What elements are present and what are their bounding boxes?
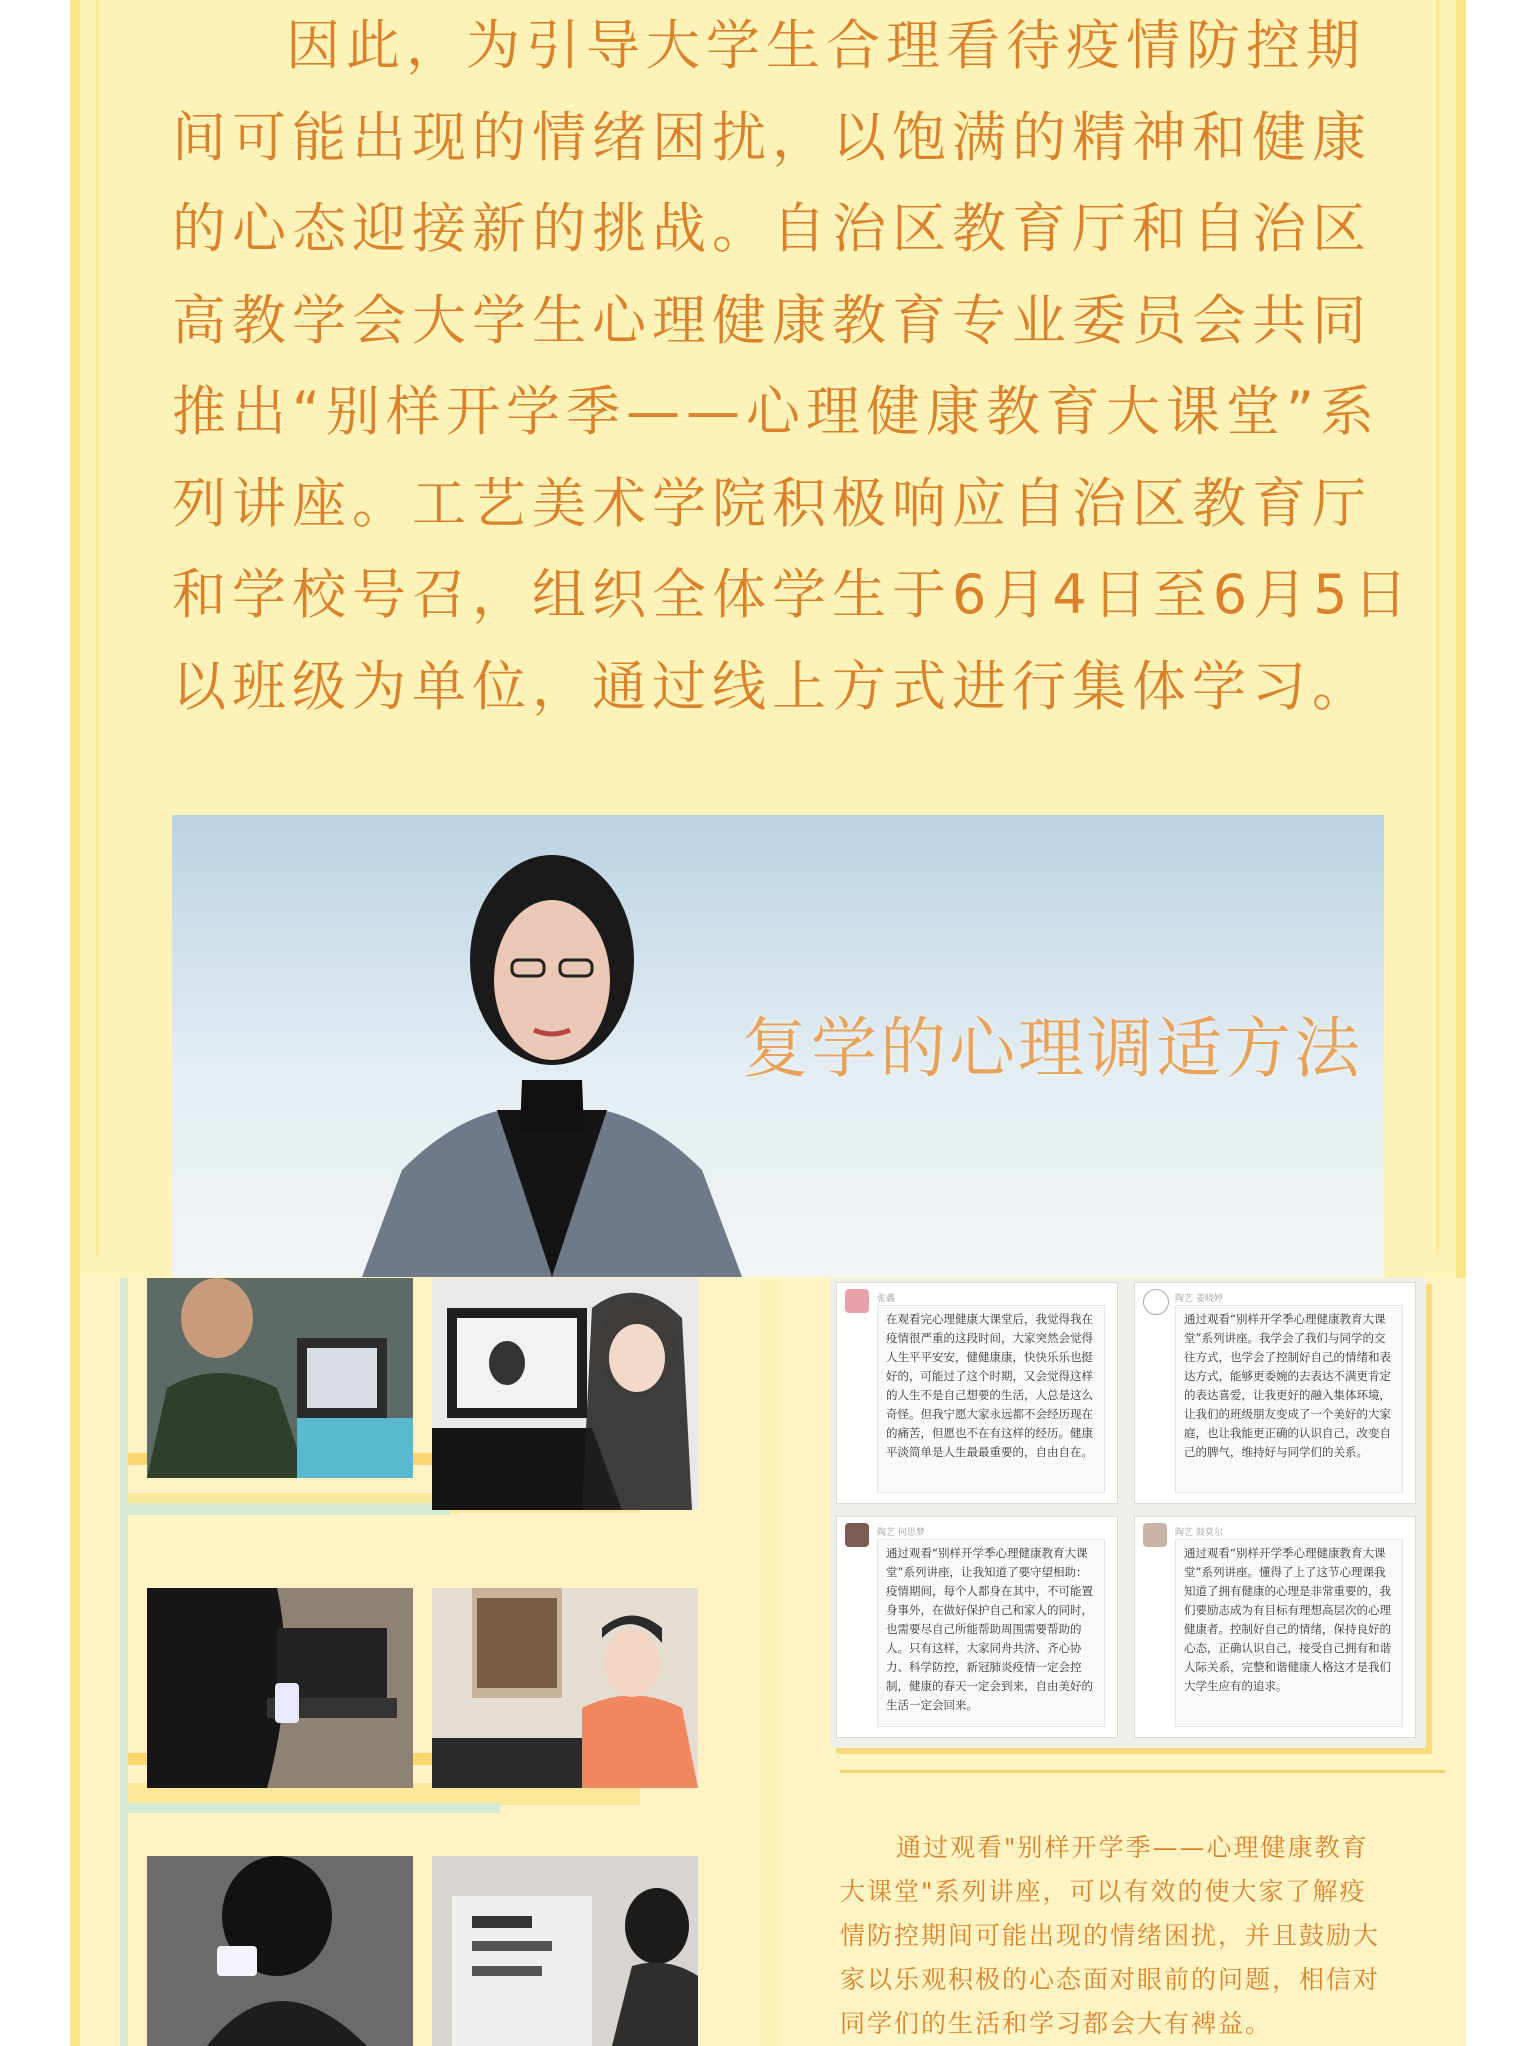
user-avatar [1143, 1523, 1167, 1547]
photo-stripe-vertical [120, 1278, 128, 2046]
intro-paragraph [172, 0, 1414, 732]
student-photo-5 [147, 1856, 413, 2046]
student-photo-3 [147, 1588, 413, 1788]
video-title: 复学的心理调适方法 [742, 1010, 1363, 1087]
chat-message-text: 通过观看“别样开学季心理健康教育大课堂”系列讲座。我学会了我们与同学的交往方式，也学会了控制好自己的情绪和表达方式，能够更委婉的去表达不满更肯定的表达喜爱，让我更好的融入集体环境，让我们的班级朋友变成了一个美好的大家庭，也让我能更正确的认识自己，改变自己的脾气，维持好与同学们的关系。 [1175, 1305, 1403, 1493]
user-avatar [845, 1523, 869, 1547]
lecture-video-frame [172, 815, 1384, 1277]
conclusion-line: 通过观看"别样开学季——心理健康教育 [896, 1833, 1369, 1862]
intro-line: 间可能出现的情绪困扰，以饱满的精神和健康 [172, 105, 1372, 169]
intro-line: 列讲座。工艺美术学院积极响应自治区教育厅 [172, 471, 1372, 535]
photo-stripe [120, 1803, 500, 1813]
conclusion-paragraph [840, 1826, 1424, 2046]
presenter-image [322, 840, 782, 1277]
chat-message-text: 通过观看“别样开学季心理健康教育大课堂”系列讲座，让我知道了要守望相助：疫情期间，每个人都身在其中，不可能置身事外，在做好保护自己和家人的同时，也需要尽自己所能帮助周围需要帮助的人。只有这样，大家同舟共济、齐心协力、科学防控，新冠肺炎疫情一定会控制，健康的春天一定会到来，自由美好的生活一定会回来。 [877, 1539, 1105, 1727]
chat-message-card [1134, 1516, 1416, 1738]
section-divider [840, 1770, 1445, 1773]
chat-message-card [836, 1516, 1118, 1738]
intro-line: 推出“别样开学季——心理健康教育大课堂”系 [172, 380, 1380, 443]
intro-line: 高教学会大学生心理健康教育专业委员会共同 [172, 288, 1372, 352]
chat-screenshot-collage [830, 1278, 1426, 1748]
conclusion-line: 家以乐观积极的心态面对眼前的问题，相信对 [840, 1965, 1381, 1994]
chat-sender-name: 陶艺 鼓莫尔 [1175, 1528, 1223, 1538]
intro-line: 因此，为引导大学生合理看待疫情防控期 [286, 14, 1366, 77]
chat-message-text: 在观看完心理健康大课堂后，我觉得我在疫情很严重的这段时间，大家突然会觉得人生平平安安，健健康康，快快乐乐也挺好的，可能过了这个时期，又会觉得这样的人生不是自己想要的生活，人总是这么奇怪。但我宁愿大家永远都不会经历现在的痛苦，但愿也不在有这样的经历。健康平淡简单是人生最最重要的，自由自在。 [877, 1305, 1105, 1493]
intro-line: 的心态迎接新的挑战。自治区教育厅和自治区 [172, 197, 1372, 260]
student-photo-6 [432, 1856, 698, 2046]
chat-message-card [1134, 1282, 1416, 1504]
chat-sender-name: 陶艺 何思梦 [877, 1528, 925, 1538]
student-photo-panel [80, 1278, 760, 2046]
student-photo-4 [432, 1588, 698, 1788]
frame-line-right [1436, 0, 1439, 1255]
student-photo-1 [147, 1278, 413, 1478]
chat-sender-name: 张鑫 [877, 1294, 896, 1304]
frame-border-left [70, 0, 80, 2046]
chat-message-card [836, 1282, 1118, 1504]
conclusion-line: 大课堂"系列讲座，可以有效的使大家了解疫 [840, 1877, 1367, 1906]
intro-line: 以班级为单位，通过线上方式进行集体学习。 [172, 654, 1372, 718]
user-avatar [1143, 1289, 1169, 1315]
chat-message-text: 通过观看“别样开学季心理健康教育大课堂”系列讲座。懂得了上了这节心理课我知道了拥有健康的心理是非常重要的，我们要励志成为有目标有理想高层次的心理健康者。控制好自己的情绪，保持良好的心态，正确认识自己，接受自己拥有和谐人际关系，完整和谐健康人格这才是我们大学生应有的追求。 [1175, 1539, 1403, 1727]
conclusion-line: 情防控期间可能出现的情绪困扰，并且鼓励大 [840, 1921, 1381, 1950]
intro-line: 和学校号召，组织全体学生于6月4日至6月5日 [172, 563, 1414, 626]
chat-sender-name: 陶艺 姜晓婷 [1175, 1294, 1223, 1304]
conclusion-line: 同学们的生活和学习都会大有裨益。 [840, 2009, 1273, 2038]
frame-line-left [96, 0, 99, 1255]
student-photo-2 [432, 1278, 698, 1510]
photo-stripe [120, 1503, 450, 1515]
user-avatar [845, 1289, 869, 1313]
